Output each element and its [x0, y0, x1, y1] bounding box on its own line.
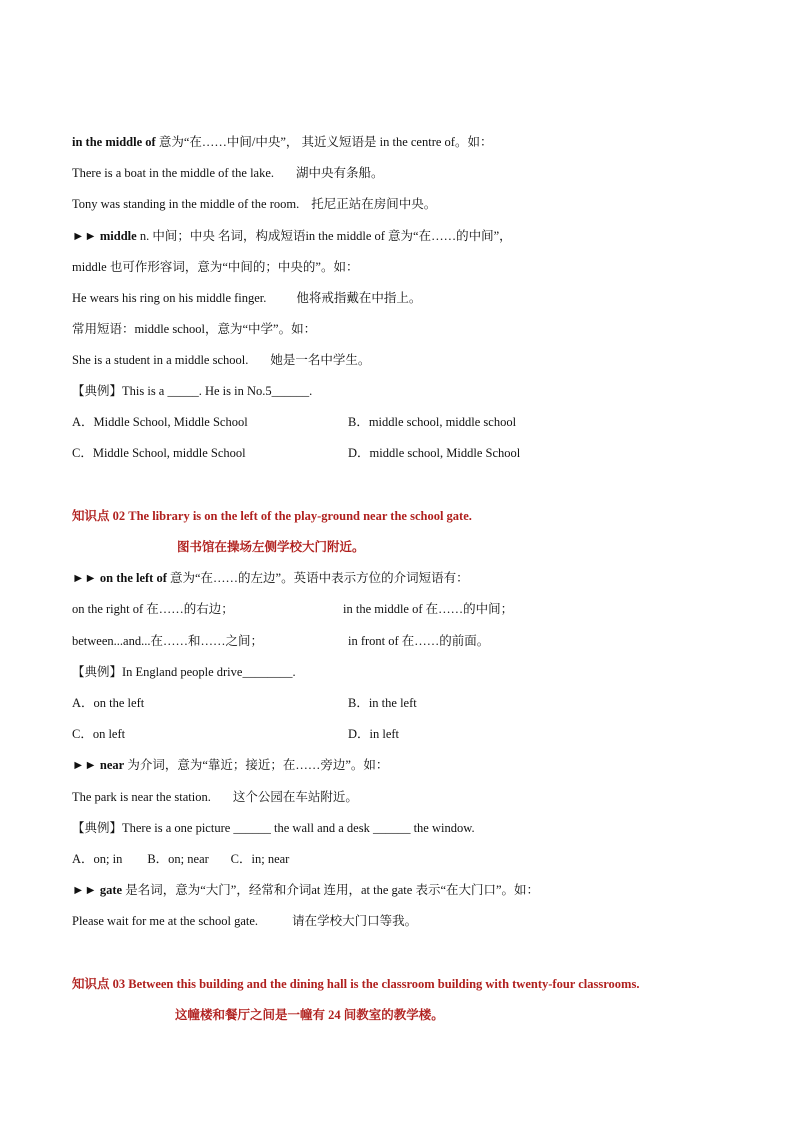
- para-middle-intro: in the middle of 意为“在……中间/中央”， 其近义短语是 in the centre of。如：: [72, 135, 493, 149]
- para-on-the-left-of: ►► on the left of 意为“在……的左边”。英语中表示方位的介词短语有：: [72, 571, 469, 585]
- option-b: B．middle school, middle school: [348, 415, 517, 429]
- para-middle-adj: middle 也可作形容词，意为“中间的；中央的”。如：: [72, 260, 359, 274]
- term-near: near: [99, 758, 125, 772]
- kp3-title-cn: 这幢楼和餐厅之间是一幢有 24 间教室的教学楼。: [175, 1008, 444, 1022]
- term-middle: middle: [99, 229, 137, 243]
- example-room: Tony was standing in the middle of the room. 托尼正站在房间中央。: [72, 197, 437, 211]
- option-a: A．Middle School, Middle School: [72, 415, 248, 429]
- option-c: C．on left: [72, 727, 126, 741]
- example-gate: Please wait for me at the school gate. 请在学校大门口等我。: [72, 914, 418, 928]
- prep-phrase-right: on the right of 在……的右边；: [72, 602, 234, 616]
- exercise-3-question: 【典例】There is a one picture ______ the wall and a desk ______ the window.: [72, 821, 475, 835]
- option-b: B．in the left: [348, 696, 417, 710]
- term-gate: gate: [99, 883, 123, 897]
- exercise-3-options: A．on; in B．on; near C．in; near: [72, 852, 290, 866]
- example-lake: There is a boat in the middle of the lake. 湖中央有条船。: [72, 166, 384, 180]
- arrow-marker-icon: ►►: [72, 883, 97, 897]
- prep-phrase-front: in front of 在……的前面。: [348, 634, 490, 648]
- term-in-the-middle-of: in the middle of: [72, 135, 156, 149]
- exercise-1-options-cd: [72, 445, 246, 461]
- para-gate: ►► gate 是名词，意为“大门”，经常和介词at 连用，at the gate 表示“在大门口”。如：: [72, 883, 540, 897]
- example-student: She is a student in a middle school. 她是一名中学生。: [72, 353, 371, 367]
- arrow-marker-icon: ►►: [72, 758, 97, 772]
- option-d: D．in left: [348, 727, 400, 741]
- exercise-2-question: 【典例】In England people drive________.: [72, 665, 296, 679]
- prep-phrase-middle: in the middle of 在……的中间；: [343, 602, 514, 616]
- para-middle-school: 常用短语：middle school，意为“中学”。如：: [72, 322, 317, 336]
- exercise-1-options-ab: [72, 414, 248, 430]
- kp3-title: 知识点 03 Between this building and the dining hall is the classroom building with twenty-four classrooms.: [72, 977, 640, 991]
- arrow-marker-icon: ►►: [72, 229, 97, 243]
- exercise-1-question: 【典例】This is a _____. He is in No.5______.: [72, 384, 313, 398]
- kp2-title: 知识点 02 The library is on the left of the play-ground near the school gate.: [72, 509, 472, 523]
- para-middle-noun: ►► middle n. 中间；中央 名词，构成短语in the middle of 意为“在……的中间”，: [72, 229, 512, 243]
- example-park: The park is near the station. 这个公园在车站附近。: [72, 790, 358, 804]
- option-c: C．Middle School, middle School: [72, 446, 246, 460]
- option-a: A．on the left: [72, 696, 145, 710]
- option-d: D．middle school, Middle School: [348, 446, 521, 460]
- prep-phrase-between: between...and...在……和……之间；: [72, 634, 263, 648]
- arrow-marker-icon: ►►: [72, 571, 97, 585]
- kp2-title-cn: 图书馆在操场左侧学校大门附近。: [177, 540, 365, 554]
- term-on-the-left-of: on the left of: [99, 571, 167, 585]
- para-near: ►► near 为介词，意为“靠近；接近；在……旁边”。如：: [72, 758, 389, 772]
- example-ring: He wears his ring on his middle finger. 他将戒指戴在中指上。: [72, 291, 422, 305]
